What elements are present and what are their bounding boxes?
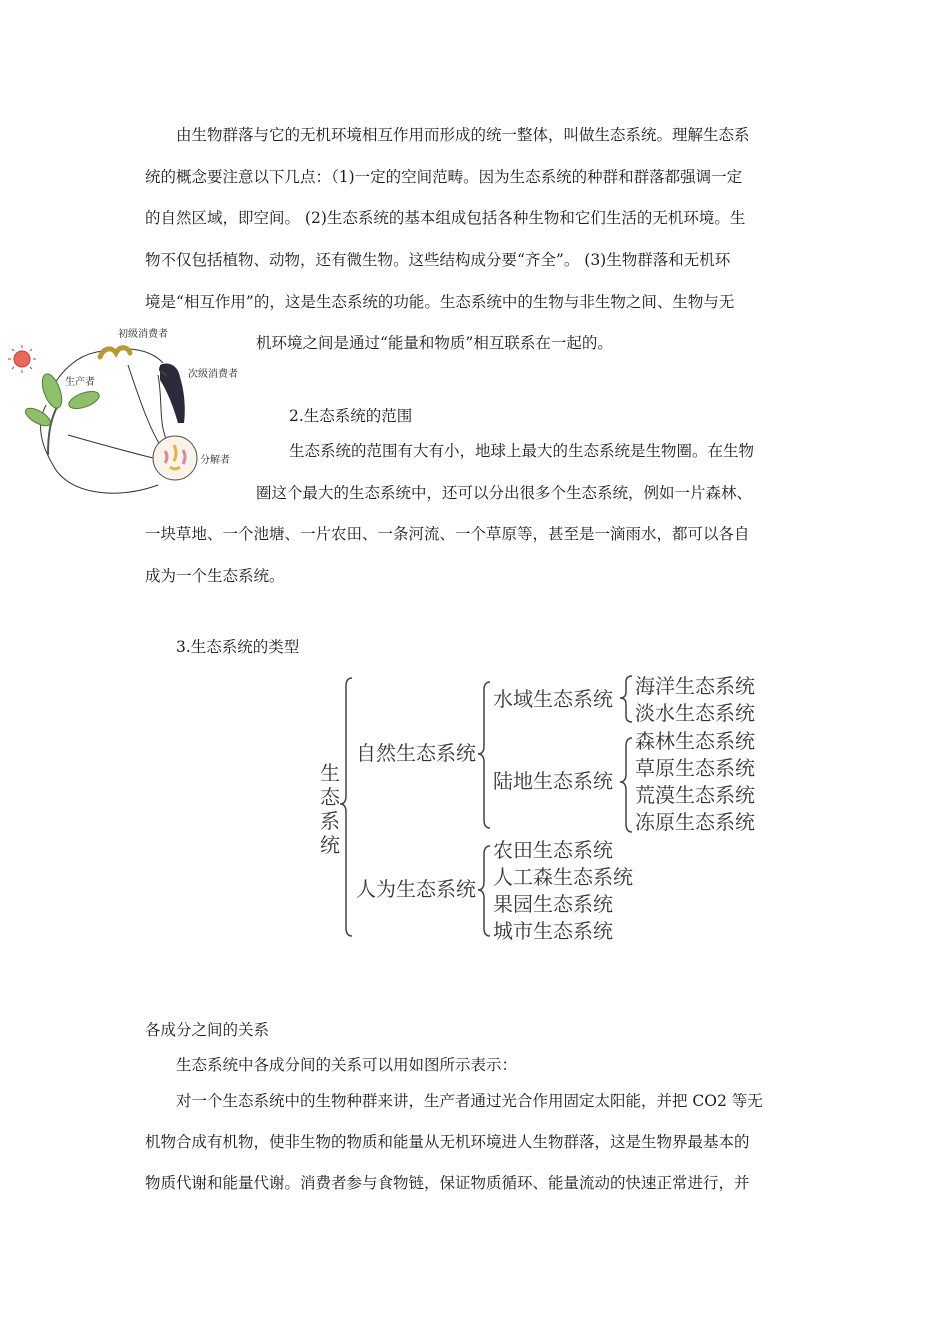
text-line: 的自然区域，即空间。 (2)生态系统的基本组成包括各种生物和它们生活的无机环境。生 (145, 209, 746, 227)
sun-icon (8, 345, 36, 373)
tree-root-char: 态 (320, 785, 340, 809)
section-heading: 各成分之间的关系 (145, 1021, 270, 1039)
tree-artificial-label: 人为生态系统 (356, 877, 476, 901)
text-line: 圈这个最大的生态系统中，还可以分出很多个生态系统，例如一片森林、 (256, 484, 753, 502)
caterpillar-icon (100, 348, 130, 357)
tree-root-char: 系 (320, 809, 340, 833)
tree-leaf: 荒漠生态系统 (635, 783, 755, 807)
text-line: 对一个生态系统中的生物种群来讲，生产者通过光合作用固定太阳能，并把 CO2 等无 (176, 1092, 763, 1110)
tree-leaf: 淡水生态系统 (635, 701, 755, 725)
text-line: 成为一个生态系统。 (145, 567, 285, 585)
ecosystem-cycle-figure (8, 325, 263, 500)
text-line: 机环境之间是通过“能量和物质”相互联系在一起的。 (256, 334, 613, 352)
text-line: 由生物群落与它的无机环境相互作用而形成的统一整体，叫做生态系统。理解生态系 (176, 126, 750, 144)
tree-root-char: 统 (320, 833, 340, 857)
tree-water-label: 水域生态系统 (493, 687, 613, 711)
tree-leaf: 森林生态系统 (635, 729, 755, 753)
tree-land-label: 陆地生态系统 (493, 769, 613, 793)
text-line: 统的概念要注意以下几点：（1)一定的空间范畴。因为生态系统的种群和群落都强调一定 (145, 168, 743, 186)
decomposer-icon (153, 436, 197, 480)
tree-leaf: 草原生态系统 (635, 756, 755, 780)
ecosystem-type-tree (310, 668, 780, 950)
text-line: 物质代谢和能量代谢。消费者参与食物链，保证物质循环、能量流动的快速正常进行，并 (145, 1174, 750, 1192)
tree-leaf: 冻原生态系统 (635, 810, 755, 834)
tree-leaf: 果园生态系统 (493, 892, 613, 916)
tree-leaf: 人工森生态系统 (493, 865, 633, 889)
section-heading: 2.生态系统的范围 (289, 407, 413, 425)
section-heading: 3.生态系统的类型 (176, 638, 300, 656)
tree-leaf: 海洋生态系统 (635, 674, 755, 698)
text-line: 一块草地、一个池塘、一片农田、一条河流、一个草原等，甚至是一滴雨水，都可以各自 (145, 525, 750, 543)
primary-consumer-label: 初级消费者 (118, 329, 168, 340)
text-line: 境是“相互作用”的，这是生态系统的功能。生态系统中的生物与非生物之间、生物与无 (145, 293, 735, 311)
decomposer-label: 分解者 (200, 455, 230, 466)
text-line: 生态系统中各成分间的关系可以用如图所示表示： (176, 1056, 518, 1074)
tree-root-char: 生 (320, 761, 340, 785)
secondary-consumer-label: 次级消费者 (188, 369, 238, 380)
text-line: 机物合成有机物，使非生物的物质和能量从无机环境进人生物群落，这是生物界最基本的 (145, 1133, 750, 1151)
text-line: 生态系统的范围有大有小，地球上最大的生态系统是生物圈。在生物 (289, 442, 755, 460)
text-line: 物不仅包括植物、动物，还有微生物。这些结构成分要“齐全”。 (3)生物群落和无机环 (145, 251, 731, 269)
bird-icon (159, 364, 185, 424)
tree-leaf: 城市生态系统 (493, 919, 613, 943)
tree-natural-label: 自然生态系统 (356, 741, 476, 765)
tree-leaf: 农田生态系统 (493, 838, 613, 862)
producer-label: 生产者 (65, 377, 95, 388)
